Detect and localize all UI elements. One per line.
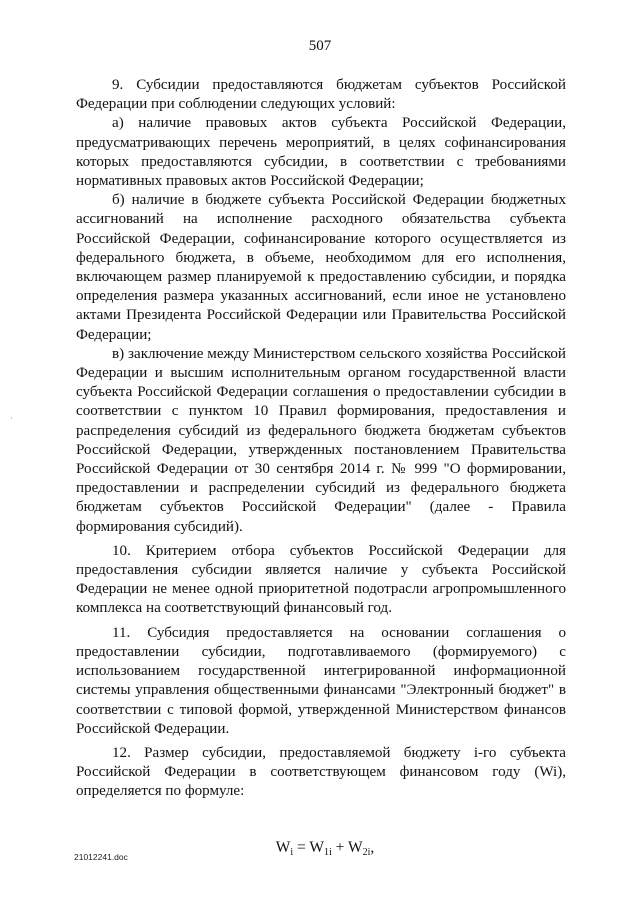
- paragraph-9b: б) наличие в бюджете субъекта Российской Федерации бюджетных ассигнований на исполнение расходного обязательства субъекта Российской Федерации, софинансирование которого осуществляется из федерального бюджета, в объеме, необходимом для его исполнения, включающем размер планируемой к предоставлению субсидии, и порядка определения размера указанных ассигнований, если иное не установлено актами Президента Российской Федерации или Правительства Российской Федерации;: [76, 192, 566, 343]
- formula-plus: +: [331, 838, 348, 856]
- page-number: 507: [308, 38, 332, 54]
- paragraph-9a: а) наличие правовых актов субъекта Российской Федерации, предусматривающих перечень мероприятий, в целях софинансирования которых предоставляются субсидии, в соответствии с требованиями нормативных правовых актов Российской Федерации;: [76, 115, 566, 190]
- formula: [76, 838, 566, 857]
- document-body: [76, 76, 566, 857]
- formula-term-1-sub: 1i: [323, 846, 332, 858]
- paragraph-9v: в) заключение между Министерством сельского хозяйства Российской Федерации и высшим исполнительным органом государственной власти субъекта Российской Федерации соглашения о предоставлении субсидии в соответствии с пунктом 10 Правил формирования, предоставления и распределения субсидий из федерального бюджета бюджетам субъектов Российской Федерации, утвержденных постановлением Правительства Российской Федерации от 30 сентября 2014 г. № 999 "О формировании, предоставлении и распределении субсидий из федерального бюджета бюджетам субъектов Российской Федерации" (далее - Правила формирования субсидий).: [76, 345, 566, 535]
- formula-term-1: W: [309, 838, 324, 856]
- formula-lhs: W: [275, 838, 291, 856]
- paragraph-11: 11. Субсидия предоставляется на основании соглашения о предоставлении субсидии, подготавливаемого (формируемого) с использованием государственной интегрированной информационной системы управления общественными финансами "Электронный бюджет" в соответствии с типовой формой, утвержденной Министерством финансов Российской Федерации.: [76, 624, 566, 737]
- formula-tail: ,: [370, 838, 375, 856]
- formula-equals: =: [293, 838, 310, 856]
- paragraph-10: 10. Критерием отбора субъектов Российской Федерации для предоставления субсидии является наличие у субъекта Российской Федерации не менее одной приоритетной подотрасли агропромышленного комплекса на соответствующий финансовый год.: [76, 542, 566, 617]
- formula-term-2: W: [347, 838, 363, 856]
- formula-term-2-sub: 2i: [362, 846, 371, 858]
- margin-mark: ·: [10, 414, 13, 423]
- footer-filename: 21012241.doc: [74, 852, 128, 862]
- formula-lhs-sub: i: [290, 846, 294, 858]
- paragraph-9: 9. Субсидии предоставляются бюджетам субъектов Российской Федерации при соблюдении следующих условий:: [76, 77, 566, 113]
- paragraph-12: 12. Размер субсидии, предоставляемой бюджету i-го субъекта Российской Федерации в соответствующем финансовом году (Wi), определяется по формуле:: [76, 744, 566, 800]
